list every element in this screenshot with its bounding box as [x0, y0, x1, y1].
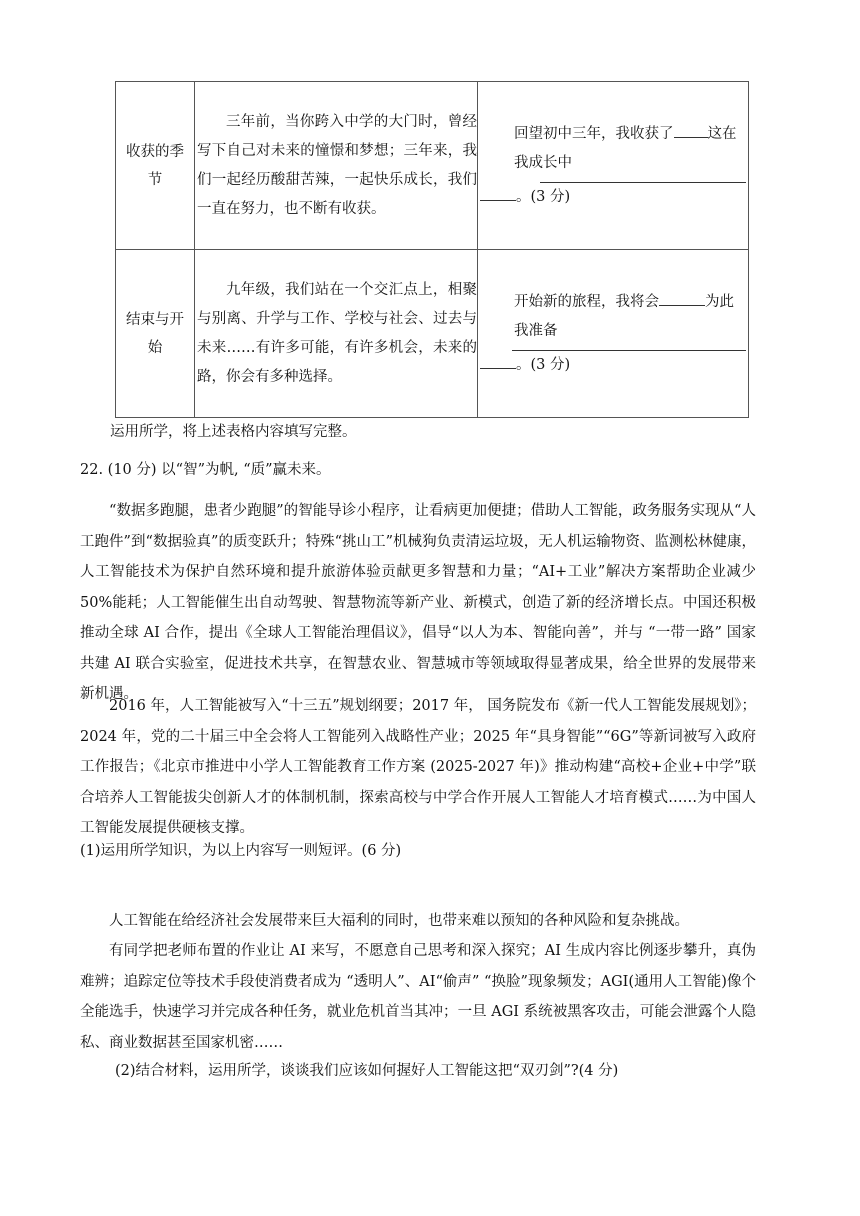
- table-row: [116, 250, 749, 418]
- sub-question-2: (2)结合材料，运用所学，谈谈我们应该如何握好人工智能这把“双刃剑”?(4 分): [115, 1063, 619, 1079]
- table-row: [116, 82, 749, 250]
- material-cell: [195, 82, 478, 250]
- material-text: 三年前，当你跨入中学的大门时，曾经写下自己对未来的憧憬和梦想；三年来，我们一起经历酸甜苦辣，一起快乐成长，我们一直在努力，也不断有收获。: [197, 113, 477, 217]
- material-paragraph-4: 有同学把老师布置的作业让 AI 来写，不愿意自己思考和深入探究；AI 生成内容比例逐步攀升，真伪难辨；追踪定位等技术手段使消费者成为 “透明人”、AI“偷声” “换脸”现象频发；AGI(通用人工智能)像个全能选手，快速学习并完成各种任务，就业危机首当其冲；一旦 AGI 系统被黑客攻击，可能会泄露个人隐私、商业数据甚至国家机密……: [80, 943, 756, 1051]
- material-text: 九年级，我们站在一个交汇点上，相聚与别离、升学与工作、学校与社会、过去与未来……有许多可能，有许多机会，未来的路，你会有多种选择。: [197, 281, 477, 385]
- material-paragraph-2: 2016 年，人工智能被写入“十三五”规划纲要；2017 年， 国务院发布《新一代人工智能发展规划》；2024 年，党的二十届三中全会将人工智能列入战略性产业；2025 年“具身智能”“6G”等新词被写入政府工作报告；《北京市推进中小学人工智能教育工作方案 (2025-2027 年)》推动构建“高校+企业+中学”联合培养人工智能拔尖创新人才的体制机制，探索高校与中学合作开展人工智能人才培育模式……为中国人工智能发展提供硬核支撑。: [80, 698, 756, 836]
- activity-table: [115, 81, 749, 418]
- theme-cell: 结束与开始: [116, 250, 195, 418]
- task-cell: [478, 250, 749, 418]
- theme-cell: 收获的季节: [116, 82, 195, 250]
- material-paragraph-1: “数据多跑腿，患者少跑腿”的智能导诊小程序，让看病更加便捷；借助人工智能，政务服务实现从“人工跑件”到“数据验真”的质变跃升；特殊“挑山工”机械狗负责清运垃圾，无人机运输物资、监测松林健康，人工智能技术为保护自然环境和提升旅游体验贡献更多智慧和力量；“AI+工业”解决方案帮助企业减少 50%能耗；人工智能催生出自动驾驶、智慧物流等新产业、新模式，创造了新的经济增长点。中国还积极推动全球 AI 合作，提出《全球人工智能治理倡议》，倡导“以人为本、智能向善”，并与 “一带一路” 国家共建 AI 联合实验室，促进技术共享，在智慧农业、智慧城市等领域取得显著成果，给全世界的发展带来新机遇。: [80, 503, 756, 702]
- table-instruction: 运用所学，将上述表格内容填写完整。: [110, 424, 357, 440]
- answer-blank[interactable]: [674, 123, 708, 138]
- task-cell: [478, 82, 749, 250]
- material-cell: [195, 250, 478, 418]
- task-text-b: 为此我准备: [514, 293, 734, 339]
- question-22-heading: 22. (10 分) 以“智”为帆, “质”赢未来。: [80, 462, 331, 478]
- task-text-a: 开始新的旅程，我将会: [514, 293, 659, 310]
- answer-blank[interactable]: [480, 186, 516, 201]
- task-text-c: 。(3 分): [516, 188, 571, 205]
- task-text-c: 。(3 分): [516, 356, 571, 373]
- answer-blank[interactable]: [659, 291, 705, 306]
- material-paragraph-3: 人工智能在给经济社会发展带来巨大福利的同时，也带来难以预知的各种风险和复杂挑战。: [109, 913, 689, 929]
- answer-blank[interactable]: [480, 354, 516, 369]
- sub-question-1: (1)运用所学知识，为以上内容写一则短评。(6 分): [80, 843, 402, 859]
- task-text-b: 这在我成长中: [514, 125, 737, 171]
- task-text-a: 回望初中三年，我收获了: [514, 125, 674, 142]
